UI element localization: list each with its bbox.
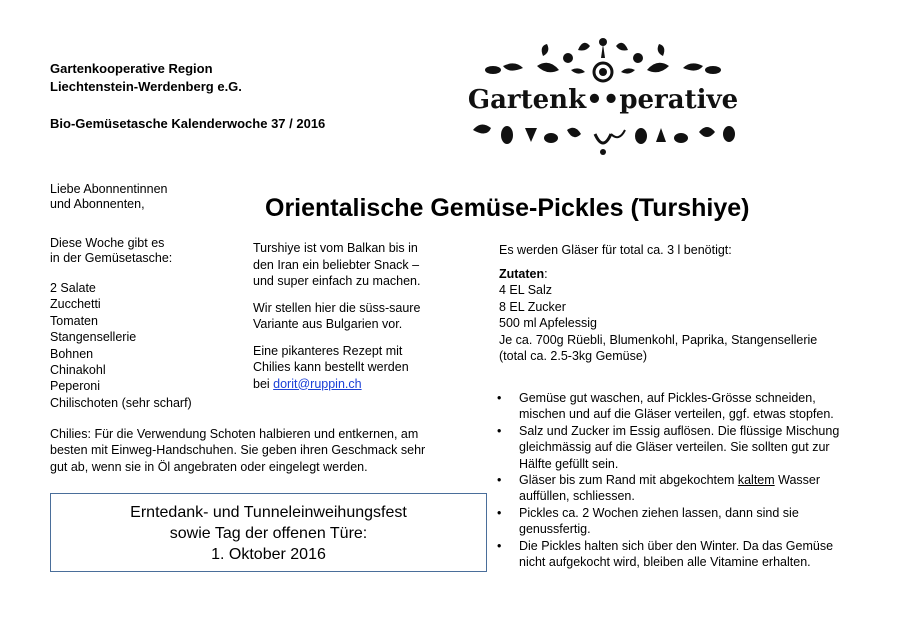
ingredient-item: (total ca. 2.5-3kg Gemüse) (499, 349, 647, 364)
intro-p1-line-2: den Iran ein beliebter Snack – (253, 257, 420, 272)
jars-note: Es werden Gläser für total ca. 3 l benötigt: (499, 243, 732, 257)
intro-p2-line-1: Wir stellen hier die süss-saure (253, 300, 421, 315)
ingredient-item: 500 ml Apfelessig (499, 316, 597, 331)
week-intro-line-2: in der Gemüsetasche: (50, 251, 173, 265)
step-2-line-3: Hälfte gefüllt sein. (519, 456, 619, 471)
recipe-steps (497, 390, 887, 570)
intro-paragraph-2 (253, 300, 453, 333)
intro-p3-line-2: Chilies kann bestellt werden (253, 360, 409, 374)
intro-p3-line-1: Eine pikanteres Rezept mit (253, 343, 403, 358)
week-intro-line-1: Diese Woche gibt es (50, 236, 165, 250)
vegetable-list (50, 280, 192, 411)
step-5-line-1: Die Pickles halten sich über den Winter. Da das Gemüse (519, 538, 834, 553)
email-link[interactable]: dorit@ruppin.ch (273, 376, 362, 391)
list-item: Chinakohl (50, 363, 106, 378)
step-item (497, 472, 887, 505)
event-box (50, 493, 487, 572)
bullet-icon: • (497, 505, 502, 520)
ingredients (499, 266, 817, 364)
bullet-icon: • (497, 423, 502, 438)
ingredients-colon: : (544, 267, 548, 281)
recipe-title: Orientalische Gemüse-Pickles (Turshiye) (265, 194, 750, 222)
event-line-2: sowie Tag der offenen Türe: (169, 525, 368, 542)
logo-text: Gartenk••perative (467, 85, 739, 115)
event-line-1: Erntedank- und Tunneleinweihungsfest (130, 504, 407, 521)
week-line: Bio-Gemüsetasche Kalenderwoche 37 / 2016 (50, 116, 326, 131)
org-line-2: Liechtenstein-Werdenberg e.G. (50, 79, 242, 94)
list-item: Tomaten (50, 313, 98, 328)
step-2-line-1: Salz und Zucker im Essig auflösen. Die flüssige Mischung (519, 423, 840, 438)
step-3-emphasis: kaltem (737, 473, 775, 488)
intro-paragraph-1 (253, 240, 453, 290)
step-3-line-2: auffüllen, schliessen. (519, 489, 635, 504)
list-item: 2 Salate (50, 281, 96, 295)
chilies-line-1: Chilies: Für die Verwendung Schoten halbieren und entkernen, am (50, 427, 419, 441)
intro-p1-line-3: und super einfach zu machen. (253, 274, 421, 288)
intro-paragraph-3 (253, 343, 453, 393)
ingredients-label: Zutaten (499, 267, 545, 281)
step-4-line-2: genussfertig. (519, 522, 591, 537)
top-ornament (485, 38, 721, 81)
list-item: Chilischoten (sehr scharf) (50, 395, 192, 410)
bullet-icon: • (497, 391, 502, 405)
week-intro (50, 236, 172, 266)
list-item: Bohnen (50, 346, 94, 361)
intro-p3-line-3-prefix: bei (253, 376, 274, 391)
list-item: Zucchetti (50, 297, 101, 312)
ingredient-item: 8 EL Zucker (499, 299, 566, 314)
event-line-3: 1. Oktober 2016 (211, 546, 326, 563)
greeting-line-1: Liebe Abonnentinnen (50, 182, 168, 196)
step-2-line-2: gleichmässig auf die Gläser verteilen. Sie sollten gut zur (519, 440, 830, 455)
step-item (497, 538, 887, 571)
step-3-line-1-prefix: Gläser bis zum Rand mit abgekochtem (519, 473, 738, 488)
greeting (50, 182, 167, 212)
step-1-line-1: Gemüse gut waschen, auf Pickles-Grösse schneiden, (519, 391, 816, 405)
step-1-line-2: mischen und auf die Gläser verteilen, ggf. etwas stopfen. (519, 407, 834, 422)
step-5-line-2: nicht aufgekocht wird, bleiben alle Vitamine erhalten. (519, 555, 811, 570)
ingredient-item: Je ca. 700g Rüebli, Blumenkohl, Paprika, Stangensellerie (499, 332, 818, 347)
intro-p2-line-2: Variante aus Bulgarien vor. (253, 317, 403, 331)
step-item (497, 423, 887, 472)
org-line-1: Gartenkooperative Region (50, 61, 213, 76)
intro-p1-line-1: Turshiye ist vom Balkan bis in (253, 241, 418, 255)
step-item (497, 505, 887, 538)
list-item: Peperoni (50, 379, 101, 394)
recipe-intro (253, 240, 453, 402)
chilies-note (50, 426, 470, 475)
bullet-icon: • (497, 473, 502, 488)
organization-name (50, 60, 242, 96)
chilies-line-3: gut ab, wenn sie in Öl angebraten oder eingelegt werden. (50, 459, 368, 474)
step-4-line-1: Pickles ca. 2 Wochen ziehen lassen, dann sind sie (519, 505, 799, 520)
ingredient-item: 4 EL Salz (499, 283, 553, 298)
ingredients-heading (499, 266, 817, 282)
bottom-ornament (473, 124, 735, 155)
greeting-line-2: und Abonnenten, (50, 197, 145, 211)
bullet-icon: • (497, 538, 502, 553)
step-3-line-1-suffix: Wasser (774, 473, 821, 488)
chilies-line-2: besten mit Einweg-Handschuhen. Sie geben ihren Geschmack sehr (50, 443, 426, 458)
gartenkooperative-logo (463, 30, 743, 165)
step-item (497, 390, 887, 423)
list-item: Stangensellerie (50, 330, 137, 345)
